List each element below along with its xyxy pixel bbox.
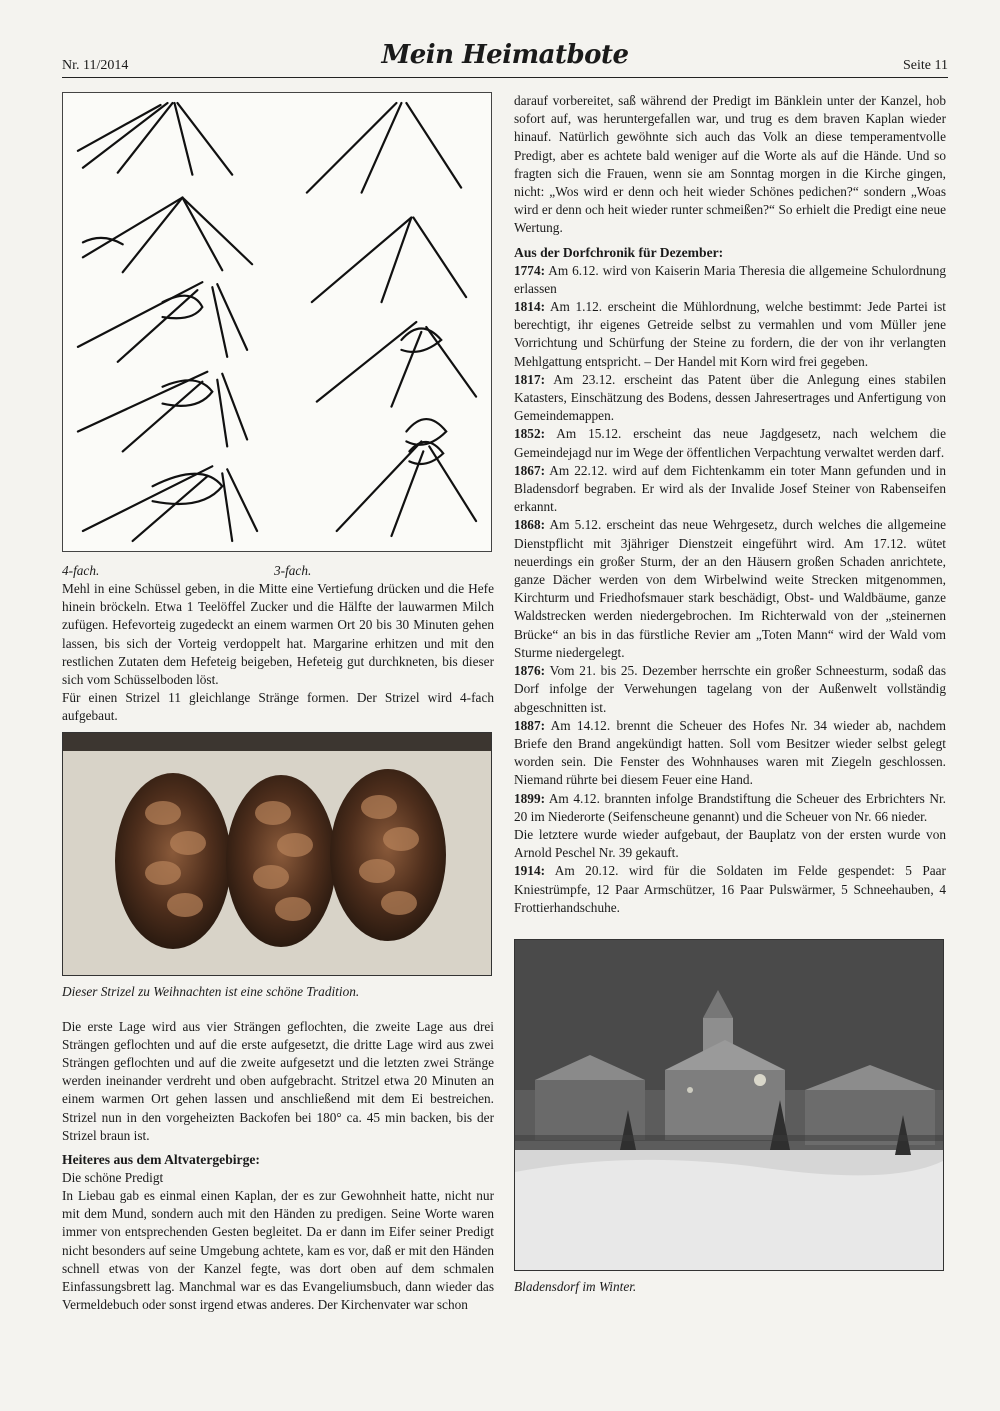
chronicle-year: 1876: (514, 663, 546, 679)
chronicle-text: Die letztere wurde wieder aufgebaut, der Bauplatz von der ersten wurde von Arnold Peschel Nr. 39 gekauft. (514, 826, 946, 861)
chronicle-text: Am 6.12. wird von Kaiserin Maria Theresia die allgemeine Schulordnung erlassen (514, 262, 946, 296)
braid-step-3-left (78, 282, 247, 362)
chronicle-list (514, 262, 946, 917)
chronicle-text: Vom 21. bis 25. Dezember herrschte ein großer Schneesturm, sodaß das Dorf infolge der Verwehungen tagelang von der Außenwelt vollständig abgeschnitten ist. (514, 663, 946, 715)
chronicle-text: Am 5.12. erscheint das neue Wehrgesetz, durch welches die allgemeine Dienstpflicht mit 3jähriger Dienstzeit eingeführt wird. Am 17.12. wütet neuerdings ein großer Sturm, der an den Häusern großen Schaden anrichtete, ganze Dächer werden von dem Wirbelwind weite Strecken mitgenommen, Kirchturm und Friedhofsmauer stark beschädigt, Obst- und Waldbäume, ganze Waldstrecken werden niedergebrochen. Im Richterwald von der „steinernen Brücke“ an bis in das fürstliche Revier am „Toten Mann“ wird der Wald vom Sturme niedergelegt. (514, 517, 946, 660)
right-column (514, 92, 946, 1313)
chronicle-year: 1887: (514, 717, 546, 733)
section-heading-dorfchronik: Aus der Dorfchronik für Dezember: (514, 244, 724, 260)
chronicle-year: 1774: (514, 262, 546, 278)
page-header (62, 40, 948, 78)
story-subheading: Die schöne Predigt (62, 1170, 164, 1186)
strizel-photo (62, 732, 492, 976)
chronicle-text: Am 20.12. wird für die Soldaten im Felde gespendet: 5 Paar Kniestrümpfe, 12 Paar Armschützer, 16 Paar Pulswärmer, 5 Schneehauben, 4 Frottierhandschuhe. (514, 863, 946, 915)
label-3-fach: 3-fach. (274, 563, 312, 578)
recipe-paragraph-3: Die erste Lage wird aus vier Strängen geflochten, die zweite Lage aus drei Strängen geflochten und auf die erste aufgesetzt, die dritte Lage wird aus zwei Strängen geflochten und auf die zweite aufgesetzt und die letzten zwei Stränge werden ineinander verdreht und oben aufgebracht. Stritzel etwa 20 Minuten an einem warmen Ort gehen lassen und anschließend mit dem Ei bestreichen. Strizel nun in den vorgeheizten Backofen bei 180° ca. 45 min backen, bis der Strizel braun ist. (62, 1018, 494, 1143)
braid-step-5-left (83, 466, 257, 541)
story-paragraph: In Liebau gab es einmal einen Kaplan, der es zur Gewohnheit hatte, nicht nur mit dem Mund, sondern auch mit den Händen zu predigen. Seine Worte waren immer von entsprechenden Gesten begleitet. Da er dann im Eifer seiner Predigt nicht besonders auf seine Umgebung achtete, kam es vor, daß er mit den Händen schnell etwas von der Kanzel fegte, was dort oben auf dem schmalen Einfassungsbrett lag. Manchmal war es das Evangeliumsbuch, dann wieder das Vermeldebuch oder sonst irgend etwas anderes. Der Kirchenvater war schon (62, 1188, 494, 1313)
chronicle-text: Am 1.12. erscheint die Mühlordnung, welche bestimmt: Jede Partei ist berechtigt, ihr eigenes Getreide selbst zu vermahlen und vom Müller jene Vorrichtung und Schürfung der Steine zu fordern, die der von ihr verlangten Mehlgattung entspricht. – Der Handel mit Korn wird frei gegeben. (514, 299, 946, 369)
recipe-paragraph-1: Mehl in eine Schüssel geben, in die Mitte eine Vertiefung drücken und die Hefe hinein bröckeln. Etwa 1 Teelöffel Zucker und die Hälfte der lauwarmen Milch zufügen. Hefevorteig zugedeckt an einem warmen Ort 20 bis 30 Minuten gehen lassen, bis sich der Vorteig verdoppelt hat. Margarine erhitzen und mit den restlichen Zutaten dem Hefeteig beigeben, Hefeteig gut durchkneten, bis dieser sich vom Schüsselboden löst. (62, 581, 494, 688)
chronicle-text: Am 22.12. wird auf dem Fichtenkamm ein toter Mann gefunden und in Bladensdorf begraben. Er wird als der Invalide Josef Steiner von Rabenseifen erkannt. (514, 462, 946, 515)
chronicle-year: 1814: (514, 299, 546, 315)
chronicle-year: 1914: (514, 863, 546, 879)
story-continuation: darauf vorbereitet, saß während der Predigt im Bänklein unter der Kanzel, hob sofort auf, was heruntergefallen war, und trug es dem braven Kaplan wieder hinauf. Natürlich gewöhnte sich auch das Volk an diese temperamentvolle Predigt, aber es achtete bald weniger auf die Worte als auf die Hände. Und so fragten sich die Frauen, wenn sie am Sonntag morgen in die Kirche gingen, nicht: „Wos wird er denn och heit wieder Schönes pedichen?“ sondern „Woas wird er denn och heit wieder runter schmeißen?“ So erhielt die Predigt eine neue Wertung. (514, 93, 946, 236)
left-column (62, 92, 494, 1314)
issue-number: Nr. 11/2014 (62, 58, 129, 73)
chronicle-entry (514, 298, 946, 371)
braid-step-4-left (78, 372, 247, 452)
chronicle-entry (514, 425, 946, 461)
braiding-illustration (63, 93, 491, 551)
strizel-caption: Dieser Strizel zu Weihnachten ist eine schöne Tradition. (62, 983, 360, 999)
chronicle-year: 1899: (514, 790, 546, 806)
page-number: Seite 11 (903, 58, 948, 73)
masthead-title: Mein Heimatbote (381, 40, 629, 70)
chronicle-entry (514, 826, 946, 862)
chronicle-entry (514, 790, 946, 826)
chronicle-year: 1817: (514, 371, 546, 387)
chronicle-entry (514, 516, 946, 662)
diagram-labels (62, 562, 494, 580)
recipe-paragraph-2: Für einen Strizel 11 gleichlange Stränge formen. Der Strizel wird 4-fach aufgebaut. (62, 690, 494, 724)
chronicle-text: Am 4.12. brannten infolge Brandstiftung die Scheuer des Erbrichters Nr. 20 im Niederorte (Seifenscheune genannt) und die Scheuer von Nr. 66 nieder. (514, 790, 946, 824)
chronicle-entry (514, 371, 946, 426)
winter-caption: Bladensdorf im Winter. (514, 1278, 637, 1294)
chronicle-text: Am 15.12. erscheint das neue Jagdgesetz, nach welchem die Gemeindejagd nur im Wege der öffentlichen Verpachtung verwaltet werden darf. (514, 426, 946, 460)
chronicle-entry (514, 262, 946, 298)
braiding-diagram (62, 92, 492, 552)
chronicle-entry (514, 662, 946, 717)
chronicle-year: 1868: (514, 517, 546, 533)
braid-step-3-right (317, 322, 476, 407)
chronicle-entry (514, 717, 946, 790)
chronicle-entry (514, 462, 946, 517)
braid-step-2-right (312, 217, 466, 302)
chronicle-text: Am 14.12. brennt die Scheuer des Hofes Nr. 34 wieder ab, nachdem Briefe den Brand angekündigt hatten. Soll vom Besitzer wieder selbst gelegt worden sein. Die Fenster des Wohnhauses waren mit Ziegeln geschlossen. Niemand rührte bei diesem Feuer eine Hand. (514, 717, 946, 788)
winter-photo (514, 939, 944, 1271)
section-heading-altvatergebirge: Heiteres aus dem Altvatergebirge: (62, 1152, 260, 1168)
chronicle-entry (514, 862, 946, 917)
strizel-loaves-image (63, 733, 492, 976)
braid-step-1-left (78, 103, 232, 175)
braid-step-4-right (337, 419, 476, 536)
chronicle-year: 1867: (514, 462, 546, 478)
label-4-fach: 4-fach. (62, 563, 100, 578)
braid-step-1-right (307, 103, 461, 193)
bladensdorf-winter-image (515, 940, 944, 1271)
braid-step-2-left (83, 198, 252, 273)
chronicle-text: Am 23.12. erscheint das Patent über die Anlegung eines stabilen Katasters, Einschätzung des Bodens, dessen Jahresertrages und Anfertigung von Gemeindemappen. (514, 371, 946, 424)
chronicle-year: 1852: (514, 426, 546, 442)
